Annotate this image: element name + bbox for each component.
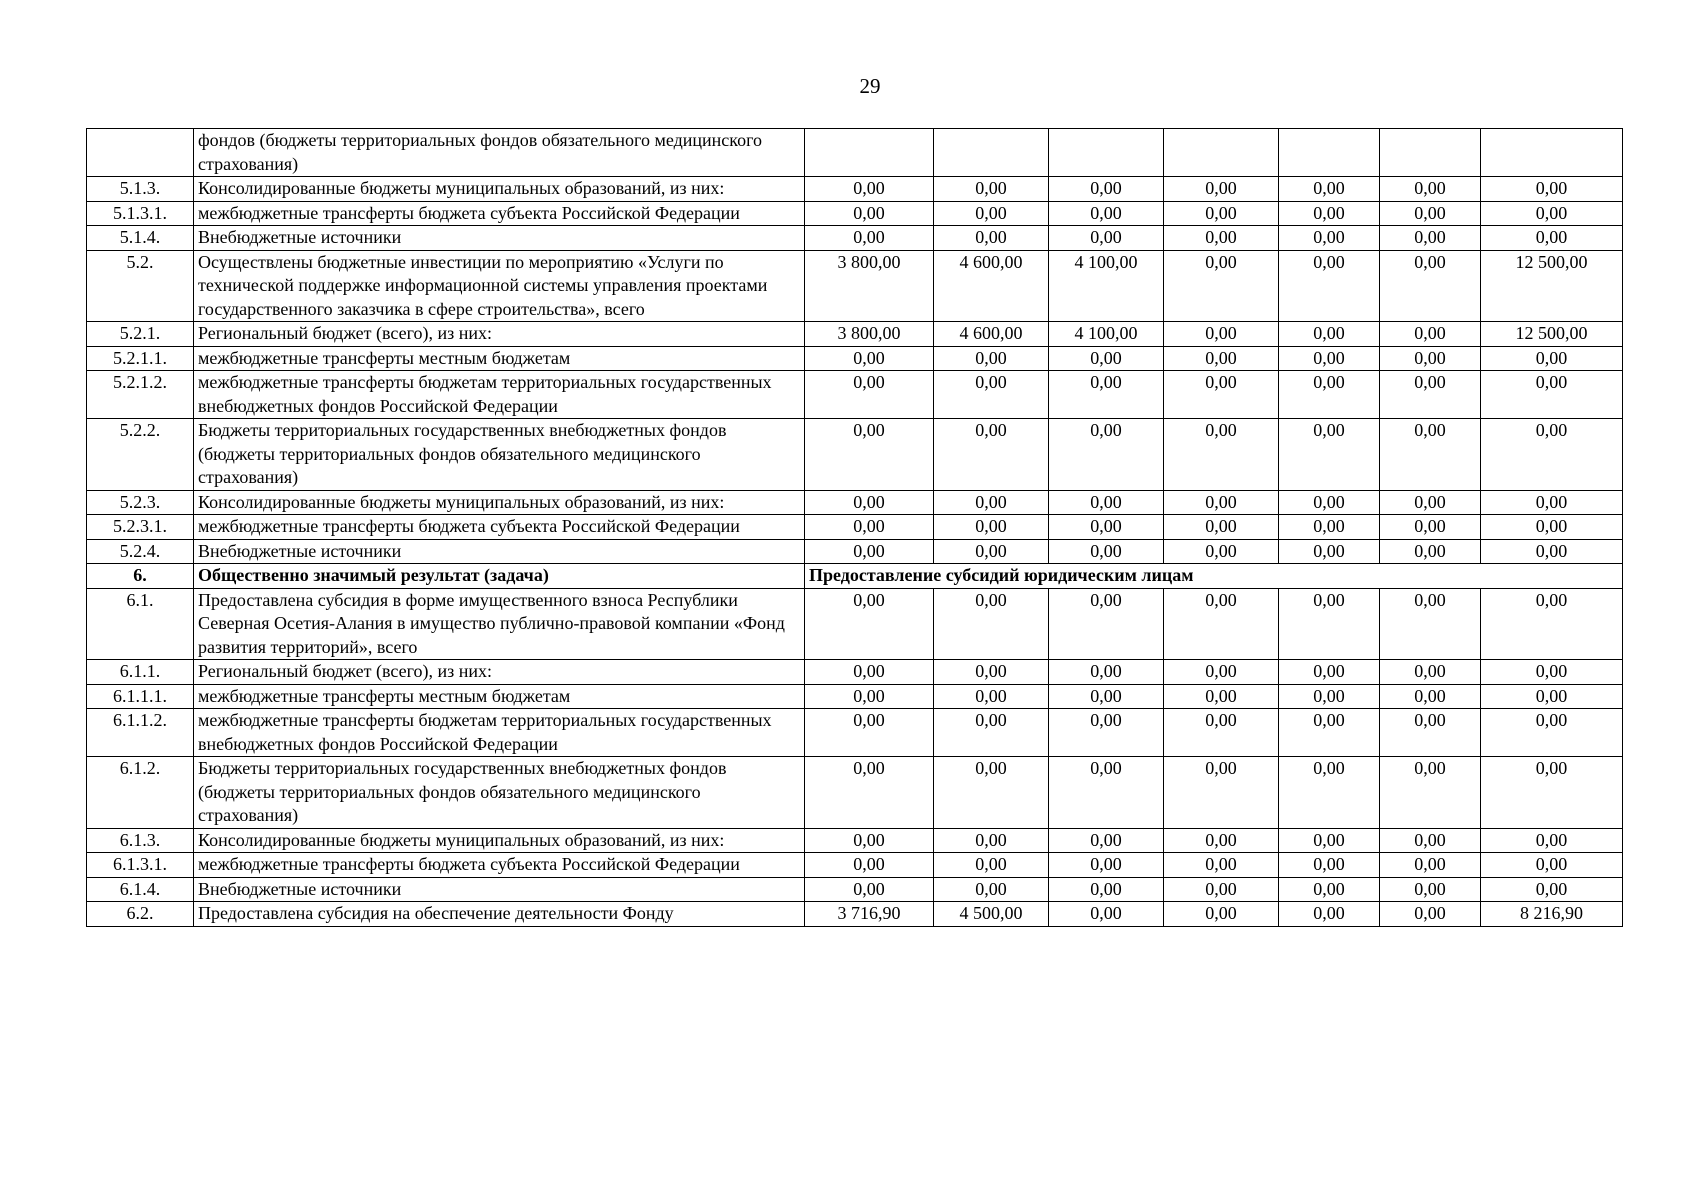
value-cell: 0,00 — [1279, 346, 1380, 371]
value-cell — [1164, 129, 1279, 177]
value-cell: 0,00 — [1049, 877, 1164, 902]
value-cell: 0,00 — [1049, 515, 1164, 540]
value-cell: 0,00 — [805, 515, 934, 540]
value-cell: 0,00 — [805, 490, 934, 515]
row-name: Бюджеты территориальных государственных внебюджетных фондов (бюджеты территориальных фондов обязательного медицинского страхования) — [194, 757, 805, 829]
value-cell: 0,00 — [1164, 684, 1279, 709]
row-name: Консолидированные бюджеты муниципальных образований, из них: — [194, 490, 805, 515]
table-row — [87, 490, 1623, 515]
value-cell: 0,00 — [1164, 853, 1279, 878]
value-cell: 0,00 — [1380, 660, 1481, 685]
value-cell: 0,00 — [934, 226, 1049, 251]
value-cell: 0,00 — [1164, 346, 1279, 371]
value-cell: 0,00 — [1049, 902, 1164, 927]
value-cell: 0,00 — [1380, 588, 1481, 660]
table-row — [87, 346, 1623, 371]
value-cell: 0,00 — [934, 828, 1049, 853]
value-cell: 0,00 — [1380, 250, 1481, 322]
table-row — [87, 419, 1623, 491]
value-cell: 0,00 — [1279, 684, 1380, 709]
value-cell: 4 100,00 — [1049, 250, 1164, 322]
value-cell: 0,00 — [1481, 201, 1623, 226]
row-number: 5.2.2. — [87, 419, 194, 491]
table-row — [87, 853, 1623, 878]
row-number — [87, 129, 194, 177]
table-row — [87, 371, 1623, 419]
value-cell: 0,00 — [934, 201, 1049, 226]
value-cell: 0,00 — [1049, 660, 1164, 685]
table-row — [87, 129, 1623, 177]
table-row — [87, 250, 1623, 322]
row-name: Консолидированные бюджеты муниципальных образований, из них: — [194, 828, 805, 853]
row-number: 6.1. — [87, 588, 194, 660]
value-cell: 0,00 — [1481, 419, 1623, 491]
table-row — [87, 539, 1623, 564]
table-row — [87, 828, 1623, 853]
row-name: Региональный бюджет (всего), из них: — [194, 322, 805, 347]
value-cell — [805, 129, 934, 177]
value-cell: 0,00 — [805, 709, 934, 757]
table-row — [87, 684, 1623, 709]
value-cell: 4 600,00 — [934, 322, 1049, 347]
section-row — [87, 564, 1623, 589]
table-body — [87, 129, 1623, 927]
value-cell: 0,00 — [1164, 419, 1279, 491]
value-cell: 0,00 — [1481, 828, 1623, 853]
value-cell: 0,00 — [1481, 371, 1623, 419]
table-row — [87, 757, 1623, 829]
value-cell: 0,00 — [1481, 515, 1623, 540]
value-cell: 0,00 — [934, 853, 1049, 878]
value-cell: 3 800,00 — [805, 322, 934, 347]
value-cell: 0,00 — [1481, 709, 1623, 757]
value-cell: 0,00 — [1279, 322, 1380, 347]
value-cell: 0,00 — [934, 490, 1049, 515]
value-cell: 0,00 — [1481, 177, 1623, 202]
row-name: межбюджетные трансферты бюджета субъекта Российской Федерации — [194, 853, 805, 878]
value-cell: 0,00 — [1049, 588, 1164, 660]
value-cell: 0,00 — [1380, 539, 1481, 564]
value-cell: 0,00 — [1164, 588, 1279, 660]
value-cell: 0,00 — [1049, 346, 1164, 371]
table-row — [87, 877, 1623, 902]
value-cell: 3 716,90 — [805, 902, 934, 927]
value-cell: 0,00 — [805, 853, 934, 878]
row-name: Предоставлена субсидия в форме имущественного взноса Республики Северная Осетия-Алания в имущество публично-правовой компании «Фонд развития территорий», всего — [194, 588, 805, 660]
value-cell: 0,00 — [1481, 684, 1623, 709]
value-cell: 0,00 — [805, 757, 934, 829]
row-name: Бюджеты территориальных государственных внебюджетных фондов (бюджеты территориальных фондов обязательного медицинского страхования) — [194, 419, 805, 491]
value-cell: 0,00 — [1164, 250, 1279, 322]
table-row — [87, 660, 1623, 685]
value-cell: 0,00 — [1279, 250, 1380, 322]
row-number: 5.2.3.1. — [87, 515, 194, 540]
value-cell: 0,00 — [934, 539, 1049, 564]
value-cell: 0,00 — [934, 346, 1049, 371]
value-cell: 0,00 — [1164, 660, 1279, 685]
value-cell: 0,00 — [1164, 371, 1279, 419]
value-cell: 0,00 — [1380, 515, 1481, 540]
value-cell: 0,00 — [1164, 226, 1279, 251]
value-cell: 0,00 — [1481, 877, 1623, 902]
table-row — [87, 709, 1623, 757]
budget-table — [86, 128, 1623, 927]
value-cell: 0,00 — [1279, 588, 1380, 660]
value-cell: 0,00 — [1380, 828, 1481, 853]
value-cell — [1380, 129, 1481, 177]
value-cell: 0,00 — [805, 226, 934, 251]
value-cell: 0,00 — [1164, 539, 1279, 564]
row-number: 6.2. — [87, 902, 194, 927]
row-number: 6.1.3. — [87, 828, 194, 853]
value-cell: 0,00 — [1164, 902, 1279, 927]
value-cell: 4 600,00 — [934, 250, 1049, 322]
value-cell: 0,00 — [805, 419, 934, 491]
row-name: межбюджетные трансферты бюджетам территориальных государственных внебюджетных фондов Российской Федерации — [194, 371, 805, 419]
row-number: 5.2.1.2. — [87, 371, 194, 419]
value-cell: 0,00 — [1380, 371, 1481, 419]
value-cell: 0,00 — [1380, 853, 1481, 878]
value-cell: 0,00 — [1049, 490, 1164, 515]
value-cell: 0,00 — [1279, 201, 1380, 226]
value-cell: 0,00 — [1279, 419, 1380, 491]
table-row — [87, 201, 1623, 226]
value-cell: 0,00 — [1049, 684, 1164, 709]
row-name: Общественно значимый результат (задача) — [194, 564, 805, 589]
value-cell: 0,00 — [805, 539, 934, 564]
value-cell: 0,00 — [1481, 490, 1623, 515]
value-cell: 0,00 — [1164, 877, 1279, 902]
value-cell: 0,00 — [1481, 660, 1623, 685]
value-cell: 0,00 — [1380, 757, 1481, 829]
row-name: межбюджетные трансферты местным бюджетам — [194, 346, 805, 371]
value-cell: 0,00 — [1164, 177, 1279, 202]
value-cell: 0,00 — [1380, 419, 1481, 491]
value-cell: 0,00 — [934, 515, 1049, 540]
row-name: Консолидированные бюджеты муниципальных образований, из них: — [194, 177, 805, 202]
row-number: 5.2.3. — [87, 490, 194, 515]
value-cell: 0,00 — [1380, 177, 1481, 202]
value-cell: 0,00 — [934, 371, 1049, 419]
row-number: 5.1.3.1. — [87, 201, 194, 226]
value-cell — [934, 129, 1049, 177]
row-name: Внебюджетные источники — [194, 877, 805, 902]
value-cell: 0,00 — [1279, 828, 1380, 853]
value-cell: 0,00 — [934, 419, 1049, 491]
section-title: Предоставление субсидий юридическим лицам — [805, 564, 1623, 589]
value-cell: 0,00 — [805, 371, 934, 419]
value-cell: 0,00 — [934, 684, 1049, 709]
table-row — [87, 177, 1623, 202]
row-number: 6.1.1.2. — [87, 709, 194, 757]
value-cell: 0,00 — [1481, 346, 1623, 371]
value-cell: 0,00 — [1164, 709, 1279, 757]
row-name: Предоставлена субсидия на обеспечение деятельности Фонду — [194, 902, 805, 927]
value-cell: 0,00 — [1164, 322, 1279, 347]
row-number: 6.1.2. — [87, 757, 194, 829]
value-cell: 0,00 — [1049, 371, 1164, 419]
value-cell: 0,00 — [1049, 709, 1164, 757]
value-cell: 0,00 — [934, 709, 1049, 757]
value-cell: 0,00 — [1380, 684, 1481, 709]
row-number: 5.1.3. — [87, 177, 194, 202]
value-cell: 0,00 — [1481, 226, 1623, 251]
value-cell: 0,00 — [1049, 757, 1164, 829]
value-cell — [1481, 129, 1623, 177]
value-cell: 0,00 — [805, 201, 934, 226]
row-number: 6.1.1. — [87, 660, 194, 685]
value-cell: 0,00 — [805, 877, 934, 902]
value-cell: 0,00 — [1380, 877, 1481, 902]
row-number: 6.1.1.1. — [87, 684, 194, 709]
value-cell: 0,00 — [1049, 177, 1164, 202]
value-cell: 0,00 — [1279, 709, 1380, 757]
value-cell: 0,00 — [1279, 902, 1380, 927]
value-cell: 0,00 — [1164, 828, 1279, 853]
value-cell: 12 500,00 — [1481, 250, 1623, 322]
row-name: Внебюджетные источники — [194, 539, 805, 564]
value-cell: 0,00 — [1279, 371, 1380, 419]
value-cell: 0,00 — [1164, 515, 1279, 540]
value-cell: 0,00 — [1380, 490, 1481, 515]
value-cell: 12 500,00 — [1481, 322, 1623, 347]
value-cell: 8 216,90 — [1481, 902, 1623, 927]
value-cell: 0,00 — [934, 660, 1049, 685]
value-cell: 0,00 — [1049, 539, 1164, 564]
value-cell — [1279, 129, 1380, 177]
row-number: 5.2. — [87, 250, 194, 322]
value-cell: 0,00 — [1049, 419, 1164, 491]
value-cell: 0,00 — [805, 828, 934, 853]
value-cell: 0,00 — [1481, 588, 1623, 660]
value-cell: 0,00 — [934, 177, 1049, 202]
value-cell: 0,00 — [1380, 201, 1481, 226]
value-cell — [1049, 129, 1164, 177]
row-name: фондов (бюджеты территориальных фондов обязательного медицинского страхования) — [194, 129, 805, 177]
value-cell: 0,00 — [1279, 490, 1380, 515]
value-cell: 0,00 — [805, 660, 934, 685]
table-row — [87, 226, 1623, 251]
value-cell: 0,00 — [1164, 490, 1279, 515]
table-row — [87, 588, 1623, 660]
row-number: 6. — [87, 564, 194, 589]
value-cell: 0,00 — [1279, 660, 1380, 685]
value-cell: 0,00 — [1279, 757, 1380, 829]
value-cell: 0,00 — [1049, 226, 1164, 251]
row-name: межбюджетные трансферты местным бюджетам — [194, 684, 805, 709]
value-cell: 0,00 — [934, 877, 1049, 902]
value-cell: 0,00 — [1481, 539, 1623, 564]
value-cell: 0,00 — [1380, 902, 1481, 927]
row-name: Региональный бюджет (всего), из них: — [194, 660, 805, 685]
value-cell: 0,00 — [1279, 853, 1380, 878]
value-cell: 0,00 — [1279, 515, 1380, 540]
value-cell: 4 500,00 — [934, 902, 1049, 927]
value-cell: 0,00 — [1049, 201, 1164, 226]
value-cell: 3 800,00 — [805, 250, 934, 322]
value-cell: 0,00 — [1380, 226, 1481, 251]
table-row — [87, 322, 1623, 347]
value-cell: 0,00 — [1164, 201, 1279, 226]
value-cell: 0,00 — [805, 588, 934, 660]
value-cell: 0,00 — [1279, 226, 1380, 251]
value-cell: 0,00 — [1481, 757, 1623, 829]
row-name: Осуществлены бюджетные инвестиции по мероприятию «Услуги по технической поддержке информационной системы управления проектами государственного заказчика в сфере строительства», всего — [194, 250, 805, 322]
value-cell: 0,00 — [934, 588, 1049, 660]
row-number: 5.2.1.1. — [87, 346, 194, 371]
row-name: межбюджетные трансферты бюджета субъекта Российской Федерации — [194, 201, 805, 226]
value-cell: 0,00 — [1279, 177, 1380, 202]
value-cell: 0,00 — [1164, 757, 1279, 829]
table-row — [87, 902, 1623, 927]
value-cell: 0,00 — [1279, 539, 1380, 564]
row-number: 5.2.4. — [87, 539, 194, 564]
value-cell: 0,00 — [805, 684, 934, 709]
table-row — [87, 515, 1623, 540]
page-number: 29 — [859, 74, 881, 98]
value-cell: 0,00 — [805, 177, 934, 202]
row-name: Внебюджетные источники — [194, 226, 805, 251]
row-name: межбюджетные трансферты бюджета субъекта Российской Федерации — [194, 515, 805, 540]
value-cell: 0,00 — [805, 346, 934, 371]
value-cell: 4 100,00 — [1049, 322, 1164, 347]
value-cell: 0,00 — [1380, 346, 1481, 371]
row-number: 6.1.3.1. — [87, 853, 194, 878]
value-cell: 0,00 — [1279, 877, 1380, 902]
value-cell: 0,00 — [1049, 853, 1164, 878]
value-cell: 0,00 — [1380, 709, 1481, 757]
value-cell: 0,00 — [1049, 828, 1164, 853]
row-number: 5.2.1. — [87, 322, 194, 347]
value-cell: 0,00 — [934, 757, 1049, 829]
value-cell: 0,00 — [1481, 853, 1623, 878]
row-number: 5.1.4. — [87, 226, 194, 251]
row-name: межбюджетные трансферты бюджетам территориальных государственных внебюджетных фондов Российской Федерации — [194, 709, 805, 757]
row-number: 6.1.4. — [87, 877, 194, 902]
value-cell: 0,00 — [1380, 322, 1481, 347]
